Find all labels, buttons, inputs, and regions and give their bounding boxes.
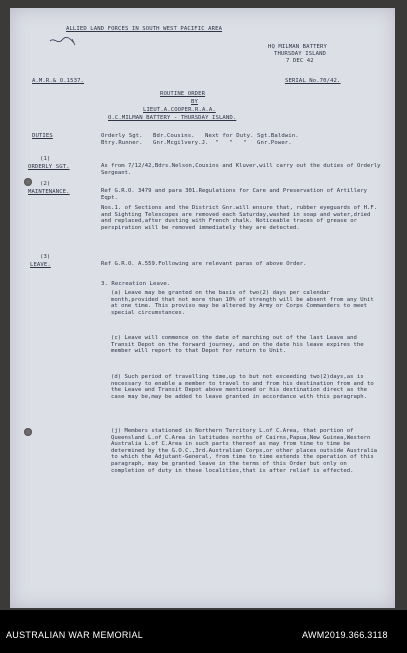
header-right-1: HQ MILMAN BATTERY: [268, 44, 327, 50]
duties-heading: DUTIES: [32, 133, 53, 139]
footer-accession-number: AWM2019.366.3118: [302, 630, 388, 640]
section-number-3: (3): [40, 254, 51, 260]
footer-bar: [0, 610, 407, 653]
leave-para-j: (j) Members stationed in Northern Territory L.of C.Area, that portion of Queensland L.of C.Area in latitudes norths of Cairns,Papua,New Guinea,Western Australia L.of C.Area in such parts thereof as may from time to time be determined by the G.O.C.,3rd.Australian Corps,or other places outside Australia to which the Adjutant-General, from time to time extends the operation of this paragraph, may be granted leave in the terms of this Order but only on completion of duty in these localities,that is after relief is effected.: [111, 428, 378, 474]
footer-source: AUSTRALIAN WAR MEMORIAL: [6, 630, 144, 640]
leave-para-a: (a) Leave may be granted on the basis of two(2) days per calendar month,provided that not more than 10% of strength will be absent from any Unit at one time. This proviso may be altered by Army or Corps Commanders to meet special circumstances.: [111, 290, 374, 316]
section-number-2: (2): [40, 181, 51, 187]
leave-subheading: 3. Recreation Leave.: [101, 281, 171, 287]
title-line-1: ROUTINE ORDER: [160, 91, 206, 97]
reference-left: A.M.R.& O.1537.: [32, 78, 85, 84]
leave-para-d: (d) Such period of travelling time,up to but not exceeding two(2)days,as is necessary to enable a member to travel to and from his destination from and to the Leave and Transit Depot above mentioned or his destination direct as the case may be,may be added to leave granted in accordance with this paragraph.: [111, 374, 374, 400]
section-text-orderly: As from 7/12/42,Bdrs.Nelson,Cousins and Kluver,will carry out the duties of Orderly Sergeant.: [101, 163, 381, 176]
duties-row-1: Orderly Sgt. Bdr.Cousins. Next for Duty. Sgt.Baldwin.: [101, 133, 299, 139]
section-heading-leave: LEAVE.: [30, 262, 51, 268]
serial-number: SERIAL No.70/42.: [285, 78, 341, 84]
title-line-3: LIEUT.A.COOPER.R.A.A.: [143, 107, 216, 113]
document-sheet: [10, 8, 395, 608]
section-text-maintenance-ref: Ref G.R.O. 3479 and para 301.Regulations for Care and Preservation of Artillery Eqpt.: [101, 188, 368, 201]
section-text-maintenance-body: Nos.1. of Sections and the District Gnr.will ensure that, rubber eyeguards of H.F. and Sighting Telescopes are removed each Saturday,washed in soap and water,dried and replaced,after dusting with French chalk. Noticeable traces of grease or perspiration will be removed immediately they are detected.: [101, 205, 378, 231]
title-line-4: O.C.MILMAN BATTERY - THURSDAY ISLAND.: [108, 115, 237, 121]
punch-hole: [24, 178, 32, 186]
section-heading-orderly: ORDERLY SGT.: [28, 164, 70, 170]
title-line-2: BY: [191, 99, 198, 105]
header-right-2: THURSDAY ISLAND: [274, 51, 327, 57]
header-top: ALLIED LAND FORCES IN SOUTH WEST PACIFIC AREA: [66, 26, 223, 32]
section-number-1: (1): [40, 156, 51, 162]
handwritten-mark: [48, 35, 78, 49]
header-right-date: 7 DEC 42: [286, 58, 314, 64]
leave-para-c: (c) Leave will commence on the date of marching out of the last Leave and Transit Depot on the forward journey, and on the date his leave expires the member will report to that Depot for return to Unit.: [111, 335, 364, 355]
section-heading-maintenance: MAINTENANCE.: [28, 189, 70, 195]
punch-hole: [24, 428, 32, 436]
duties-row-2: Btry.Runner. Gnr.Mcgilvery.J. " " " Gnr.Power.: [101, 140, 292, 146]
section-text-leave-ref: Ref G.R.O. A.559.Following are relevant paras of above Order.: [101, 261, 307, 267]
